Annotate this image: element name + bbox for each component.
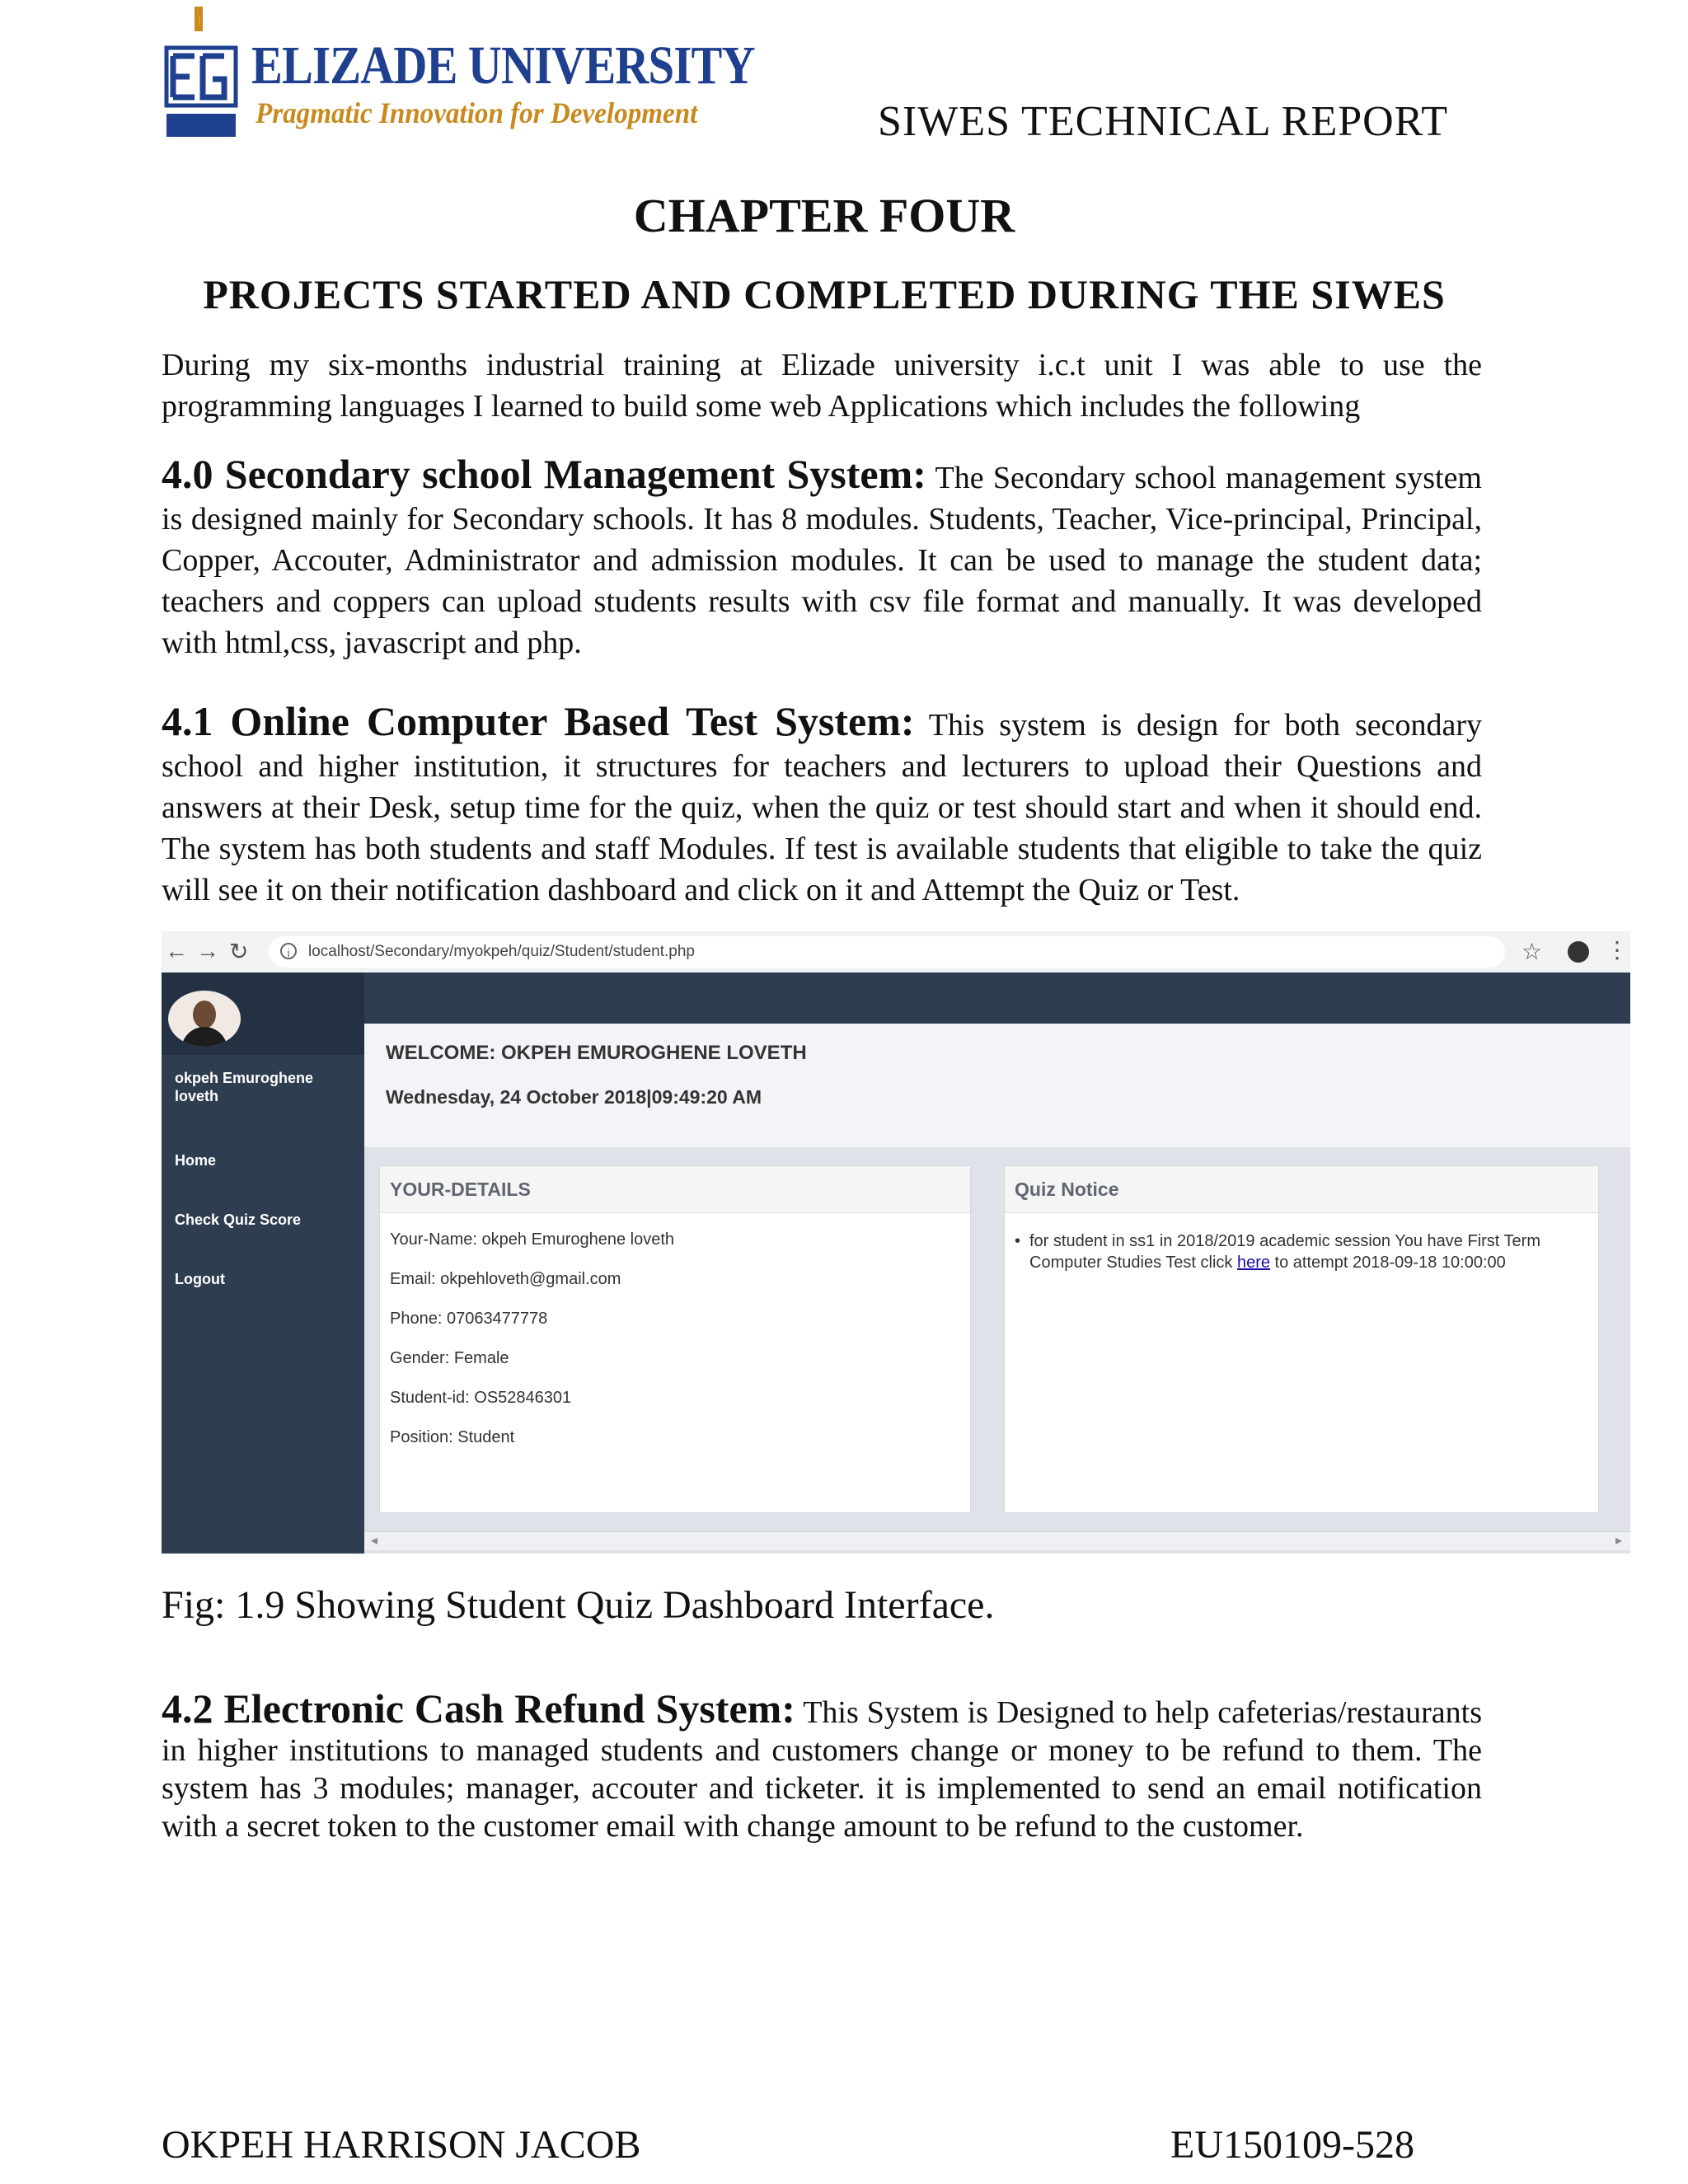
address-bar[interactable] [269,936,1505,968]
section-4-2-heading: 4.2 Electronic Cash Refund System: [162,1685,795,1732]
footer-author-name: OKPEH HARRISON JACOB [162,2123,641,2167]
sidebar-item-check-quiz-score[interactable]: Check Quiz Score [175,1212,302,1228]
detail-phone: Phone: 07063477778 [390,1310,548,1328]
quiz-notice-item [1015,1230,1590,1273]
section-4-1 [162,698,1482,911]
back-arrow-icon[interactable]: ← [165,938,188,963]
section-4-1-text: This system is design for both secondary school and higher institution, it structures for teachers and lecturers to upload their Questions and answers at their Desk, setup time for the quiz, when the quiz or test should start and when it should end. The system has both students and staff Modules. If test is available students that eligible to take the quiz will see it on their notification dashboard and click on it and Attempt the Quiz or Test. [162,708,1482,907]
quiz-notice-text-after: to attempt 2018-09-18 10:00:00 [1269,1254,1506,1272]
intro-paragraph: During my six-months industrial training at Elizade university i.c.t unit I was able to use the programming languages I learned to build some web Applications which includes the following [162,348,1482,424]
detail-position: Position: Student [390,1428,515,1446]
welcome-box [364,1024,1630,1147]
your-details-panel [379,1165,971,1513]
quiz-notice-title: Quiz Notice [1005,1166,1598,1213]
detail-gender: Gender: Female [390,1349,509,1367]
your-details-title: YOUR-DETAILS [380,1166,970,1213]
university-logo-icon [162,7,240,138]
avatar-body [181,1027,227,1047]
university-tagline: Pragmatic Innovation for Development [256,96,698,129]
address-bar-url: localhost/Secondary/myokpeh/quiz/Student/student.php [308,943,695,960]
sidebar-item-home[interactable]: Home [175,1152,217,1169]
footer-student-id: EU150109-528 [1170,2123,1414,2167]
sidebar-profile-area [162,972,364,1055]
dashboard-top-bar [364,972,1630,1024]
quiz-notice-text: for student in ss1 in 2018/2019 academic session You have First Term Computer Studies Test click [1029,1232,1540,1272]
scroll-right-icon[interactable]: ▸ [1615,1534,1622,1548]
report-title: SIWES TECHNICAL REPORT [878,98,1449,145]
section-4-0 [162,453,1482,663]
reload-icon[interactable]: ↻ [229,939,249,964]
horizontal-scrollbar[interactable] [364,1531,1630,1550]
figure-caption: Fig: 1.9 Showing Student Quiz Dashboard Interface. [162,1583,995,1627]
quiz-attempt-link[interactable]: here [1236,1254,1270,1272]
forward-arrow-icon[interactable]: → [196,938,219,963]
chapter-title: CHAPTER FOUR [633,189,1015,242]
current-datetime: Wednesday, 24 October 2018|09:49:20 AM [386,1086,762,1108]
welcome-message: WELCOME: OKPEH EMUROGHENE LOVETH [386,1042,807,1064]
quiz-dashboard-screenshot [162,931,1630,1554]
detail-student-id: Student-id: OS52846301 [390,1389,572,1407]
section-4-0-heading: 4.0 Secondary school Management System: [162,451,926,497]
browser-toolbar [162,931,1630,972]
dashboard-main [364,1024,1630,1554]
dashboard-sidebar [162,972,364,1554]
profile-avatar-icon[interactable] [1568,941,1589,963]
detail-email: Email: okpehloveth@gmail.com [390,1270,621,1288]
user-avatar [168,991,241,1047]
quiz-notice-panel [1004,1165,1599,1513]
section-4-2-text: This System is Designed to help cafeterias/restaurants in higher institutions to managed students and customers change or money to be refund to them. The system has 3 modules; manager, accouter and ticketer. it is implemented to send an email notification with a secret token to the customer email with change amount to be refund to the customer. [162,1695,1482,1844]
info-icon[interactable]: i [280,943,297,959]
section-4-1-heading: 4.1 Online Computer Based Test System: [162,698,915,744]
bookmark-star-icon[interactable]: ☆ [1522,939,1543,964]
chapter-subtitle: PROJECTS STARTED AND COMPLETED DURING THE SIWES [203,271,1446,317]
sidebar-user-name: okpeh Emuroghene loveth [175,1070,314,1104]
avatar-face [193,1001,216,1029]
section-4-0-text: The Secondary school management system is designed mainly for Secondary schools. It has 8 modules. Students, Teacher, Vice-principal, Principal, Copper, Accouter, Administrator and admission modules. It can be used to manage the student data; teachers and coppers can upload students results with csv file format and manually. It was developed with html,css, javascript and php. [162,461,1482,660]
sidebar-item-logout[interactable]: Logout [175,1271,225,1287]
menu-kebab-icon[interactable]: ⋮ [1606,937,1629,963]
section-4-2 [162,1685,1482,1845]
scroll-left-icon[interactable]: ◂ [371,1534,378,1548]
bullet-icon: • [1015,1232,1021,1250]
university-name: ELIZADE UNIVERSITY [251,35,755,96]
detail-name: Your-Name: okpeh Emuroghene loveth [390,1230,675,1249]
